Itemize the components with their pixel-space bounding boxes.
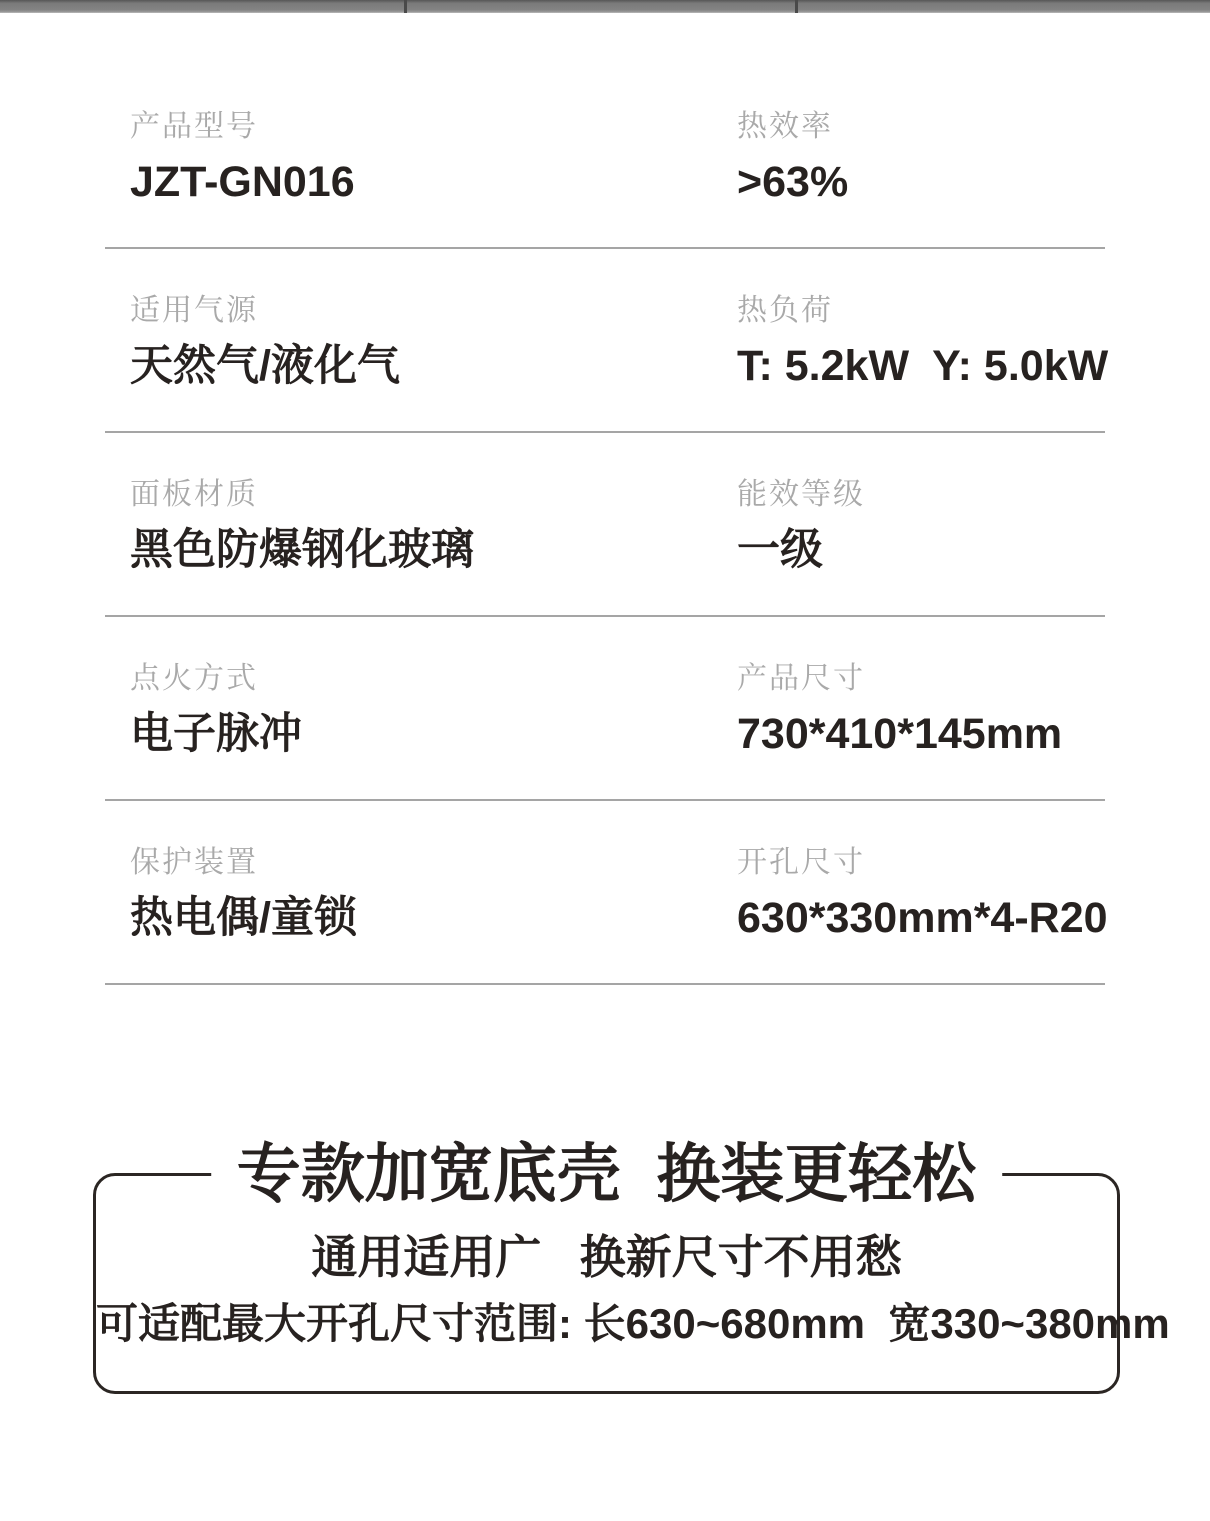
- spec-label-cutout-size: 开孔尺寸: [737, 846, 865, 879]
- spec-row-model-efficiency: [105, 65, 1105, 247]
- spec-cell-cutout-size: [737, 848, 1108, 940]
- spec-cell-ignition-method: [130, 664, 737, 756]
- spec-label-protection-device: 保护装置: [130, 846, 258, 879]
- spec-cell-gas-source: [130, 296, 737, 388]
- spec-value-ignition-method: 电子脉冲: [130, 710, 302, 758]
- spec-cell-heat-load: [737, 296, 1108, 388]
- spec-row-gas-heatload: [105, 249, 1109, 431]
- promo-box: [93, 1138, 1170, 1394]
- spec-label-product-model: 产品型号: [130, 110, 258, 143]
- spec-cell-product-size: [737, 664, 1105, 756]
- spec-cell-thermal-efficiency: [737, 112, 1105, 204]
- spec-cell-protection-device: [130, 848, 737, 940]
- promo-title: 专款加宽底壳 换装更轻松: [211, 1141, 1003, 1208]
- strip-seam-left: [404, 0, 407, 13]
- spec-value-panel-material: 黑色防爆钢化玻璃: [130, 526, 474, 574]
- spec-row-panel-energy: [105, 433, 1105, 615]
- spec-value-cutout-size: 630*330mm*4-R20: [737, 894, 1108, 942]
- spec-value-protection-device: 热电偶/童锁: [130, 894, 357, 942]
- spec-value-energy-rating: 一级: [737, 526, 823, 574]
- top-image-edge-strip: [0, 0, 1210, 13]
- promo-note: 可适配最大开孔尺寸范围: 长630~680mm 宽330~380mm: [96, 1300, 1170, 1347]
- spec-value-thermal-efficiency: >63%: [737, 158, 849, 206]
- spec-value-heat-load: T: 5.2kW Y: 5.0kW: [737, 342, 1109, 390]
- spec-label-thermal-efficiency: 热效率: [737, 110, 833, 143]
- promo-subtitle: 通用适用广 换新尺寸不用愁: [311, 1231, 902, 1283]
- spec-cell-panel-material: [130, 480, 737, 572]
- spec-table: [105, 65, 1109, 985]
- spec-cell-energy-rating: [737, 480, 1105, 572]
- row-divider: [105, 983, 1105, 985]
- spec-cell-product-model: [130, 112, 737, 204]
- spec-label-energy-rating: 能效等级: [737, 478, 865, 511]
- spec-label-ignition-method: 点火方式: [130, 662, 258, 695]
- strip-seam-right: [795, 0, 798, 13]
- spec-value-gas-source: 天然气/液化气: [130, 342, 400, 390]
- spec-value-product-size: 730*410*145mm: [737, 710, 1063, 758]
- spec-row-ignition-size: [105, 617, 1105, 799]
- spec-label-heat-load: 热负荷: [737, 294, 833, 327]
- spec-label-product-size: 产品尺寸: [737, 662, 865, 695]
- spec-row-protection-cutout: [105, 801, 1108, 983]
- spec-label-panel-material: 面板材质: [130, 478, 258, 511]
- spec-label-gas-source: 适用气源: [130, 294, 258, 327]
- spec-value-product-model: JZT-GN016: [130, 158, 355, 206]
